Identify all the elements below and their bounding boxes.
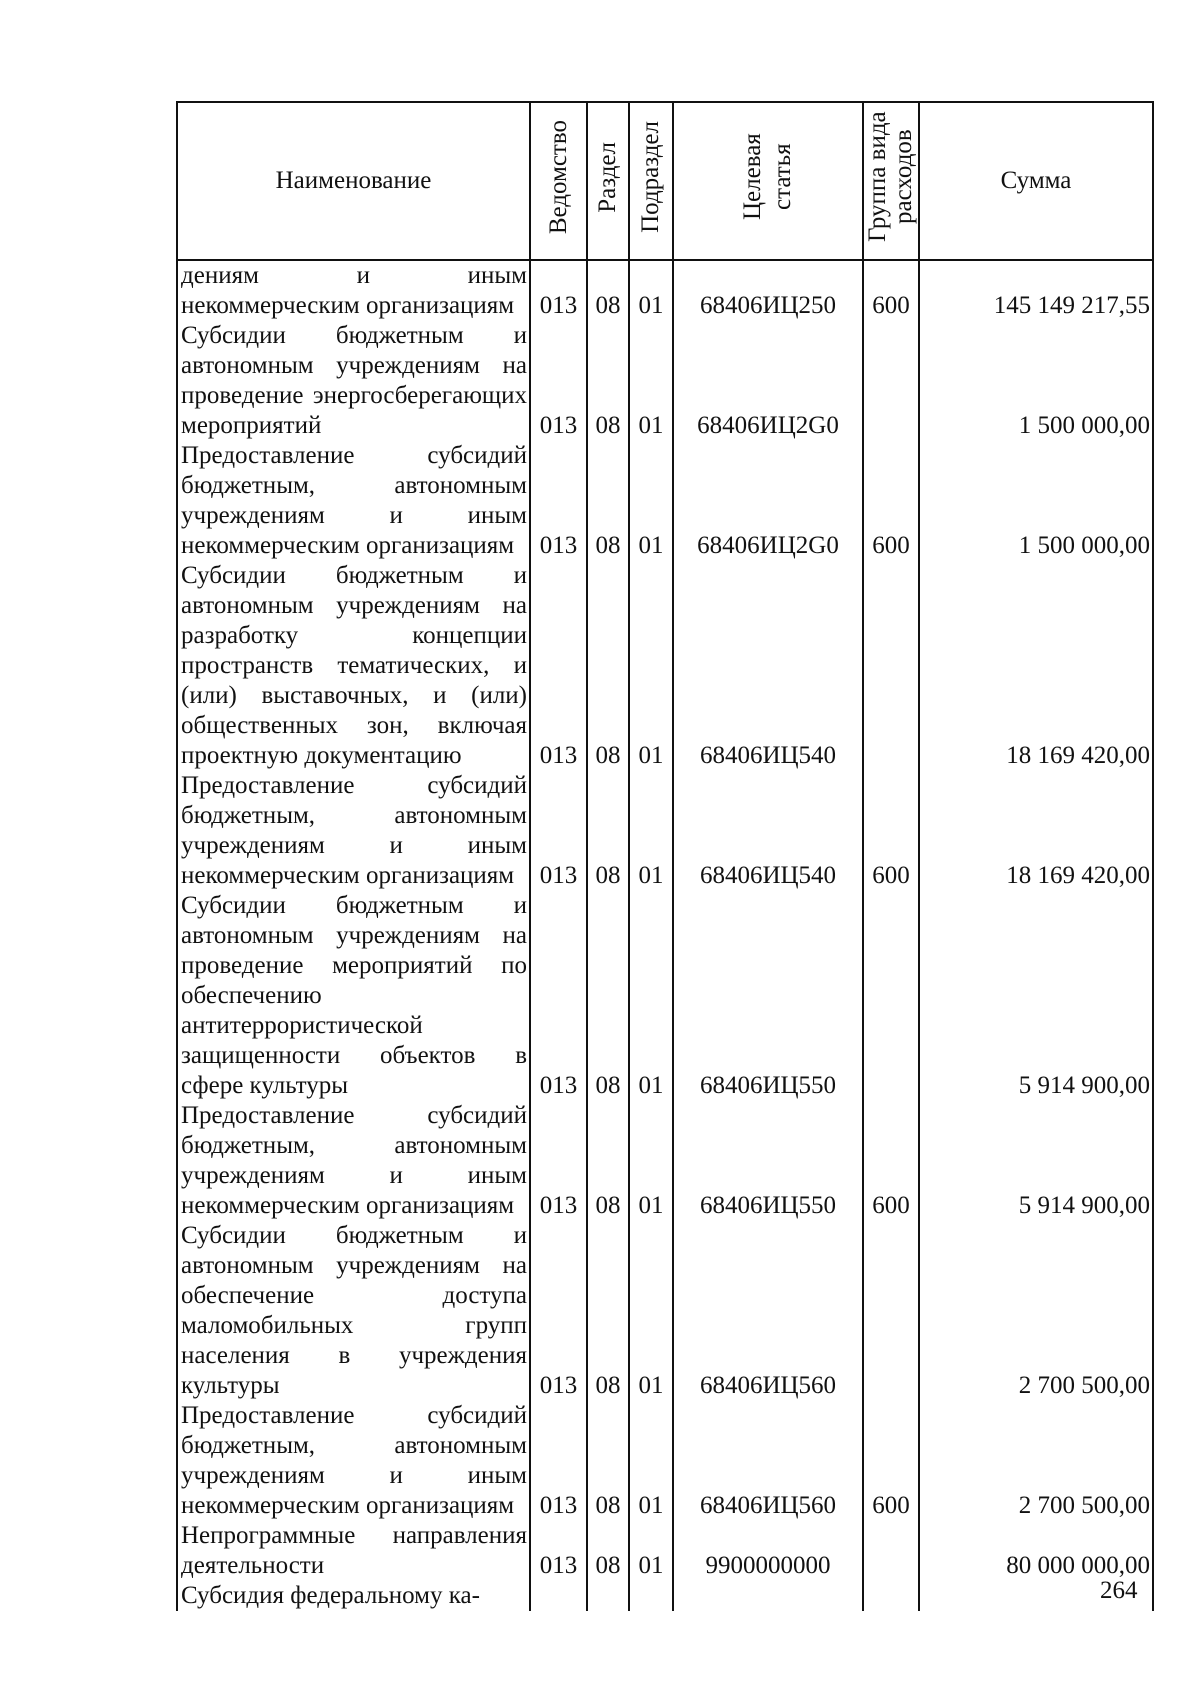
row-vedomstvo: 013 [530,1221,587,1401]
row-summa: 1 500 000,00 [919,321,1153,441]
row-celevaya-statya: 68406ИЦ550 [673,1101,863,1221]
row-razdel: 08 [587,1401,629,1521]
row-summa: 18 169 420,00 [919,561,1153,771]
row-gruppa [863,891,919,1101]
empty-cell [673,1581,863,1611]
row-name: Субсидии бюджетным и автономным учреждениям на проведение мероприятий по обеспечению антитеррористической защищенности объектов в сфере культуры [177,891,530,1101]
row-celevaya-statya: 68406ИЦ2G0 [673,441,863,561]
row-vedomstvo: 013 [530,260,587,321]
header-vedomstvo: Ведомство [530,102,587,260]
row-podrazdel: 01 [629,1101,673,1221]
row-summa: 5 914 900,00 [919,891,1153,1101]
header-celevaya-statya: Целевая статья [673,102,863,260]
empty-cell [863,1581,919,1611]
row-vedomstvo: 013 [530,771,587,891]
row-name: Непрограммные направления деятельности [177,1521,530,1581]
table-row [177,771,1153,891]
row-name: Предоставление субсидий бюджетным, автономным учреждениям и иным некоммерческим организациям [177,1101,530,1221]
table-body [177,260,1153,1611]
row-gruppa [863,1521,919,1581]
row-summa: 1 500 000,00 [919,441,1153,561]
row-name-continuation: Субсидия федеральному ка- [177,1581,530,1611]
table-row-continuation [177,1581,1153,1611]
empty-cell [530,1581,587,1611]
row-vedomstvo: 013 [530,1401,587,1521]
row-razdel: 08 [587,441,629,561]
row-razdel: 08 [587,891,629,1101]
row-razdel: 08 [587,1221,629,1401]
row-podrazdel: 01 [629,1521,673,1581]
row-name: Предоставление субсидий бюджетным, автономным учреждениям и иным некоммерческим организациям [177,771,530,891]
row-vedomstvo: 013 [530,321,587,441]
row-razdel: 08 [587,1101,629,1221]
row-celevaya-statya: 68406ИЦ540 [673,771,863,891]
row-gruppa [863,1221,919,1401]
row-name: дениям и иным некоммерческим организациям [177,260,530,321]
row-razdel: 08 [587,260,629,321]
empty-cell [629,1581,673,1611]
row-podrazdel: 01 [629,561,673,771]
row-vedomstvo: 013 [530,891,587,1101]
empty-cell [587,1581,629,1611]
header-podrazdel: Подраздел [629,102,673,260]
table-row [177,260,1153,321]
row-gruppa: 600 [863,771,919,891]
row-summa: 5 914 900,00 [919,1101,1153,1221]
budget-table [176,101,1154,1611]
row-razdel: 08 [587,771,629,891]
table-row [177,441,1153,561]
row-celevaya-statya: 68406ИЦ560 [673,1401,863,1521]
row-name: Предоставление субсидий бюджетным, автономным учреждениям и иным некоммерческим организациям [177,441,530,561]
row-summa: 2 700 500,00 [919,1221,1153,1401]
table-row [177,561,1153,771]
row-podrazdel: 01 [629,1401,673,1521]
row-name: Субсидии бюджетным и автономным учреждениям на проведение энергосберегающих мероприятий [177,321,530,441]
row-podrazdel: 01 [629,771,673,891]
row-summa: 18 169 420,00 [919,771,1153,891]
row-vedomstvo: 013 [530,561,587,771]
row-podrazdel: 01 [629,321,673,441]
row-gruppa: 600 [863,1101,919,1221]
row-celevaya-statya: 68406ИЦ2G0 [673,321,863,441]
table-row [177,891,1153,1101]
header-name: Наименование [177,102,530,260]
row-podrazdel: 01 [629,260,673,321]
row-name: Предоставление субсидий бюджетным, автономным учреждениям и иным некоммерческим организациям [177,1401,530,1521]
row-podrazdel: 01 [629,891,673,1101]
row-gruppa: 600 [863,441,919,561]
row-summa: 80 000 000,00 [919,1521,1153,1581]
row-name: Субсидии бюджетным и автономным учреждениям на разработку концепции пространств тематических, и (или) выставочных, и (или) общественных зон, включая проектную документацию [177,561,530,771]
row-podrazdel: 01 [629,441,673,561]
row-celevaya-statya: 9900000000 [673,1521,863,1581]
row-razdel: 08 [587,321,629,441]
row-name: Субсидии бюджетным и автономным учреждениям на обеспечение доступа маломобильных групп населения в учреждения культуры [177,1221,530,1401]
table-header-row [177,102,1153,260]
row-summa: 145 149 217,55 [919,260,1153,321]
page-number: 264 [1100,1577,1138,1604]
table-row [177,1101,1153,1221]
row-razdel: 08 [587,1521,629,1581]
row-gruppa: 600 [863,260,919,321]
row-vedomstvo: 013 [530,441,587,561]
table-row [177,1401,1153,1521]
row-celevaya-statya: 68406ИЦ250 [673,260,863,321]
row-gruppa: 600 [863,1401,919,1521]
row-razdel: 08 [587,561,629,771]
header-razdel: Раздел [587,102,629,260]
table-row [177,321,1153,441]
header-gruppa-vida-rashodov: Группа вида расходов [863,102,919,260]
table-row [177,1521,1153,1581]
row-celevaya-statya: 68406ИЦ540 [673,561,863,771]
row-vedomstvo: 013 [530,1521,587,1581]
row-gruppa [863,321,919,441]
row-vedomstvo: 013 [530,1101,587,1221]
row-celevaya-statya: 68406ИЦ560 [673,1221,863,1401]
row-podrazdel: 01 [629,1221,673,1401]
row-gruppa [863,561,919,771]
table-row [177,1221,1153,1401]
row-celevaya-statya: 68406ИЦ550 [673,891,863,1101]
row-summa: 2 700 500,00 [919,1401,1153,1521]
header-summa: Сумма [919,102,1153,260]
